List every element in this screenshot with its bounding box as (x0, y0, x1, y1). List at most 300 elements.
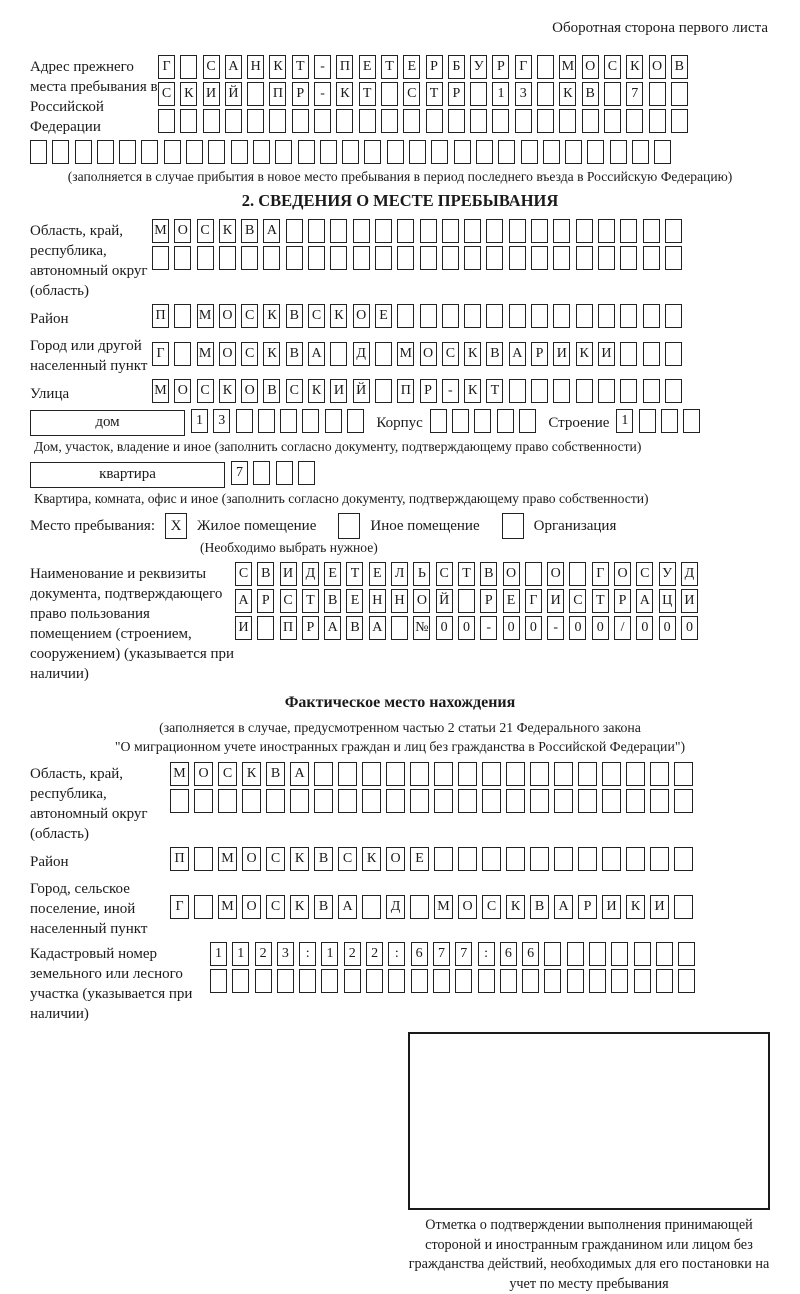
char-cell[interactable] (411, 969, 428, 993)
char-cell[interactable]: С (442, 342, 459, 366)
char-cell[interactable]: Й (353, 379, 370, 403)
char-cell[interactable]: О (503, 562, 520, 586)
char-cell[interactable] (308, 219, 325, 243)
char-cell[interactable]: К (219, 379, 236, 403)
char-cell[interactable]: Т (346, 562, 363, 586)
char-cell[interactable] (650, 789, 669, 813)
char-cell[interactable] (544, 942, 561, 966)
char-cell[interactable]: С (436, 562, 453, 586)
char-cell[interactable] (509, 304, 526, 328)
char-cell[interactable] (470, 109, 487, 133)
char-cell[interactable]: М (218, 847, 237, 871)
char-cell[interactable]: И (280, 562, 297, 586)
char-cell[interactable] (620, 342, 637, 366)
char-cell[interactable]: И (602, 895, 621, 919)
char-cell[interactable]: М (197, 304, 214, 328)
char-cell[interactable]: А (324, 616, 341, 640)
char-cell[interactable] (362, 895, 381, 919)
char-cell[interactable] (219, 246, 236, 270)
char-cell[interactable]: К (464, 342, 481, 366)
char-cell[interactable] (458, 847, 477, 871)
char-cell[interactable]: В (266, 762, 285, 786)
char-cell[interactable] (164, 140, 181, 164)
char-cell[interactable] (611, 969, 628, 993)
char-cell[interactable] (366, 969, 383, 993)
char-cell[interactable] (314, 109, 331, 133)
char-cell[interactable] (486, 304, 503, 328)
char-cell[interactable] (174, 342, 191, 366)
char-cell[interactable]: Т (381, 55, 398, 79)
char-cell[interactable] (194, 789, 213, 813)
char-cell[interactable]: - (442, 379, 459, 403)
char-cell[interactable]: Е (359, 55, 376, 79)
char-cell[interactable] (578, 789, 597, 813)
char-cell[interactable] (610, 140, 627, 164)
char-cell[interactable] (231, 140, 248, 164)
char-cell[interactable] (263, 246, 280, 270)
char-cell[interactable]: С (482, 895, 501, 919)
char-cell[interactable] (330, 219, 347, 243)
char-cell[interactable]: К (263, 304, 280, 328)
char-cell[interactable] (286, 219, 303, 243)
char-cell[interactable]: Б (448, 55, 465, 79)
char-cell[interactable]: К (362, 847, 381, 871)
char-cell[interactable] (674, 789, 693, 813)
char-cell[interactable]: В (324, 589, 341, 613)
char-cell[interactable] (643, 219, 660, 243)
char-cell[interactable]: 0 (503, 616, 520, 640)
char-cell[interactable]: Г (525, 589, 542, 613)
char-cell[interactable]: В (346, 616, 363, 640)
char-cell[interactable] (537, 82, 554, 106)
char-cell[interactable]: 0 (569, 616, 586, 640)
char-cell[interactable] (30, 140, 47, 164)
char-cell[interactable]: Д (302, 562, 319, 586)
char-cell[interactable] (530, 847, 549, 871)
char-cell[interactable]: 6 (500, 942, 517, 966)
checkbox-organizatsiya[interactable] (502, 513, 524, 539)
char-cell[interactable]: Н (369, 589, 386, 613)
char-cell[interactable] (598, 246, 615, 270)
char-cell[interactable]: И (553, 342, 570, 366)
char-cell[interactable]: О (420, 342, 437, 366)
char-cell[interactable] (620, 379, 637, 403)
char-cell[interactable]: В (530, 895, 549, 919)
char-cell[interactable]: С (266, 847, 285, 871)
char-cell[interactable]: А (338, 895, 357, 919)
char-cell[interactable] (255, 969, 272, 993)
char-cell[interactable]: П (269, 82, 286, 106)
char-cell[interactable] (656, 942, 673, 966)
char-cell[interactable]: У (470, 55, 487, 79)
char-cell[interactable] (634, 942, 651, 966)
char-cell[interactable] (470, 82, 487, 106)
char-cell[interactable] (410, 895, 429, 919)
char-cell[interactable] (194, 895, 213, 919)
char-cell[interactable] (602, 847, 621, 871)
char-cell[interactable]: О (241, 379, 258, 403)
char-cell[interactable]: О (242, 847, 261, 871)
char-cell[interactable]: К (330, 304, 347, 328)
char-cell[interactable]: Т (592, 589, 609, 613)
char-cell[interactable]: Д (353, 342, 370, 366)
char-cell[interactable]: 2 (344, 942, 361, 966)
char-cell[interactable] (553, 219, 570, 243)
char-cell[interactable] (620, 219, 637, 243)
char-cell[interactable] (431, 140, 448, 164)
char-cell[interactable]: А (263, 219, 280, 243)
char-cell[interactable] (643, 246, 660, 270)
char-cell[interactable] (531, 219, 548, 243)
char-cell[interactable]: - (314, 82, 331, 106)
char-cell[interactable] (397, 246, 414, 270)
char-cell[interactable] (506, 762, 525, 786)
char-cell[interactable]: Т (486, 379, 503, 403)
char-cell[interactable] (362, 762, 381, 786)
char-cell[interactable] (678, 969, 695, 993)
char-cell[interactable]: 1 (616, 409, 633, 433)
char-cell[interactable]: И (235, 616, 252, 640)
char-cell[interactable] (576, 246, 593, 270)
char-cell[interactable]: Р (531, 342, 548, 366)
char-cell[interactable] (474, 409, 491, 433)
char-cell[interactable] (554, 789, 573, 813)
char-cell[interactable] (208, 140, 225, 164)
char-cell[interactable]: Р (480, 589, 497, 613)
char-cell[interactable]: К (626, 895, 645, 919)
char-cell[interactable] (569, 562, 586, 586)
char-cell[interactable] (650, 762, 669, 786)
char-cell[interactable]: Й (225, 82, 242, 106)
char-cell[interactable]: Д (681, 562, 698, 586)
char-cell[interactable]: 7 (433, 942, 450, 966)
char-cell[interactable]: 0 (636, 616, 653, 640)
char-cell[interactable] (97, 140, 114, 164)
char-cell[interactable] (649, 82, 666, 106)
char-cell[interactable]: М (152, 379, 169, 403)
char-cell[interactable] (654, 140, 671, 164)
char-cell[interactable] (180, 109, 197, 133)
char-cell[interactable]: О (194, 762, 213, 786)
char-cell[interactable] (506, 847, 525, 871)
char-cell[interactable] (119, 140, 136, 164)
char-cell[interactable] (266, 789, 285, 813)
char-cell[interactable] (52, 140, 69, 164)
char-cell[interactable] (543, 140, 560, 164)
char-cell[interactable] (530, 762, 549, 786)
char-cell[interactable]: 0 (681, 616, 698, 640)
char-cell[interactable] (604, 109, 621, 133)
char-cell[interactable] (342, 140, 359, 164)
char-cell[interactable] (430, 409, 447, 433)
char-cell[interactable] (302, 409, 319, 433)
char-cell[interactable]: 3 (515, 82, 532, 106)
char-cell[interactable] (620, 304, 637, 328)
char-cell[interactable]: - (547, 616, 564, 640)
char-cell[interactable] (197, 246, 214, 270)
char-cell[interactable] (544, 969, 561, 993)
char-cell[interactable] (420, 246, 437, 270)
char-cell[interactable] (286, 246, 303, 270)
char-cell[interactable]: И (681, 589, 698, 613)
char-cell[interactable]: С (235, 562, 252, 586)
char-cell[interactable] (683, 409, 700, 433)
char-cell[interactable]: О (174, 219, 191, 243)
char-cell[interactable]: А (225, 55, 242, 79)
char-cell[interactable] (386, 789, 405, 813)
char-cell[interactable]: В (671, 55, 688, 79)
char-cell[interactable] (521, 140, 538, 164)
char-cell[interactable]: К (290, 895, 309, 919)
char-cell[interactable] (576, 219, 593, 243)
char-cell[interactable] (321, 969, 338, 993)
char-cell[interactable]: О (547, 562, 564, 586)
char-cell[interactable] (359, 109, 376, 133)
char-cell[interactable]: : (478, 942, 495, 966)
char-cell[interactable]: И (547, 589, 564, 613)
char-cell[interactable] (403, 109, 420, 133)
char-cell[interactable]: К (269, 55, 286, 79)
char-cell[interactable] (330, 246, 347, 270)
char-cell[interactable] (464, 246, 481, 270)
char-cell[interactable] (158, 109, 175, 133)
char-cell[interactable] (433, 969, 450, 993)
char-cell[interactable] (426, 109, 443, 133)
char-cell[interactable]: П (170, 847, 189, 871)
char-cell[interactable] (242, 789, 261, 813)
char-cell[interactable] (388, 969, 405, 993)
char-cell[interactable] (420, 219, 437, 243)
char-cell[interactable] (661, 409, 678, 433)
char-cell[interactable] (364, 140, 381, 164)
char-cell[interactable]: Ь (413, 562, 430, 586)
char-cell[interactable] (626, 789, 645, 813)
char-cell[interactable] (674, 895, 693, 919)
char-cell[interactable] (482, 789, 501, 813)
char-cell[interactable]: К (576, 342, 593, 366)
char-cell[interactable]: И (598, 342, 615, 366)
char-cell[interactable] (344, 969, 361, 993)
char-cell[interactable]: В (286, 342, 303, 366)
char-cell[interactable]: С (203, 55, 220, 79)
char-cell[interactable] (353, 219, 370, 243)
char-cell[interactable] (253, 140, 270, 164)
char-cell[interactable]: 6 (522, 942, 539, 966)
char-cell[interactable] (292, 109, 309, 133)
char-cell[interactable] (530, 789, 549, 813)
char-cell[interactable]: С (197, 379, 214, 403)
char-cell[interactable] (442, 246, 459, 270)
char-cell[interactable]: В (286, 304, 303, 328)
char-cell[interactable] (611, 942, 628, 966)
char-cell[interactable]: О (386, 847, 405, 871)
char-cell[interactable] (632, 140, 649, 164)
char-cell[interactable] (330, 342, 347, 366)
char-cell[interactable]: К (626, 55, 643, 79)
char-cell[interactable]: О (219, 342, 236, 366)
char-cell[interactable] (649, 109, 666, 133)
char-cell[interactable] (553, 304, 570, 328)
char-cell[interactable]: № (413, 616, 430, 640)
char-cell[interactable] (275, 140, 292, 164)
char-cell[interactable]: А (235, 589, 252, 613)
char-cell[interactable]: - (480, 616, 497, 640)
char-cell[interactable] (553, 246, 570, 270)
char-cell[interactable] (434, 762, 453, 786)
char-cell[interactable]: И (650, 895, 669, 919)
char-cell[interactable] (578, 847, 597, 871)
char-cell[interactable]: Т (292, 55, 309, 79)
char-cell[interactable]: Й (436, 589, 453, 613)
char-cell[interactable]: П (280, 616, 297, 640)
char-cell[interactable]: 7 (455, 942, 472, 966)
char-cell[interactable] (626, 762, 645, 786)
char-cell[interactable]: С (197, 219, 214, 243)
char-cell[interactable] (486, 246, 503, 270)
char-cell[interactable] (458, 789, 477, 813)
char-cell[interactable]: С (338, 847, 357, 871)
char-cell[interactable] (665, 219, 682, 243)
char-cell[interactable] (180, 55, 197, 79)
char-cell[interactable] (537, 55, 554, 79)
char-cell[interactable] (247, 109, 264, 133)
char-cell[interactable] (232, 969, 249, 993)
char-cell[interactable]: 1 (210, 942, 227, 966)
char-cell[interactable]: Д (386, 895, 405, 919)
char-cell[interactable] (458, 589, 475, 613)
char-cell[interactable]: И (330, 379, 347, 403)
char-cell[interactable] (174, 246, 191, 270)
char-cell[interactable] (314, 762, 333, 786)
char-cell[interactable] (442, 219, 459, 243)
char-cell[interactable] (152, 246, 169, 270)
char-cell[interactable] (598, 304, 615, 328)
char-cell[interactable] (347, 409, 364, 433)
char-cell[interactable] (589, 969, 606, 993)
char-cell[interactable] (299, 969, 316, 993)
char-cell[interactable]: Г (152, 342, 169, 366)
char-cell[interactable] (678, 942, 695, 966)
char-cell[interactable] (442, 304, 459, 328)
char-cell[interactable]: С (403, 82, 420, 106)
char-cell[interactable]: В (486, 342, 503, 366)
char-cell[interactable]: 1 (191, 409, 208, 433)
char-cell[interactable] (280, 409, 297, 433)
char-cell[interactable]: 1 (321, 942, 338, 966)
char-cell[interactable]: П (152, 304, 169, 328)
char-cell[interactable]: А (308, 342, 325, 366)
char-cell[interactable] (409, 140, 426, 164)
char-cell[interactable] (553, 379, 570, 403)
char-cell[interactable] (225, 109, 242, 133)
char-cell[interactable] (298, 461, 315, 485)
char-cell[interactable] (665, 304, 682, 328)
char-cell[interactable] (257, 616, 274, 640)
char-cell[interactable] (277, 969, 294, 993)
char-cell[interactable] (665, 246, 682, 270)
char-cell[interactable]: О (458, 895, 477, 919)
char-cell[interactable]: К (336, 82, 353, 106)
char-cell[interactable] (375, 246, 392, 270)
char-cell[interactable] (381, 109, 398, 133)
char-cell[interactable] (620, 246, 637, 270)
char-cell[interactable]: К (308, 379, 325, 403)
char-cell[interactable]: Е (403, 55, 420, 79)
char-cell[interactable] (476, 140, 493, 164)
char-cell[interactable] (482, 762, 501, 786)
char-cell[interactable]: Г (592, 562, 609, 586)
char-cell[interactable]: 0 (436, 616, 453, 640)
char-cell[interactable] (643, 304, 660, 328)
char-cell[interactable]: К (242, 762, 261, 786)
char-cell[interactable] (452, 409, 469, 433)
char-cell[interactable] (486, 219, 503, 243)
char-cell[interactable]: Р (302, 616, 319, 640)
char-cell[interactable] (258, 409, 275, 433)
char-cell[interactable] (458, 762, 477, 786)
char-cell[interactable]: К (290, 847, 309, 871)
char-cell[interactable] (391, 616, 408, 640)
char-cell[interactable]: В (314, 847, 333, 871)
char-cell[interactable] (626, 847, 645, 871)
char-cell[interactable] (598, 379, 615, 403)
char-cell[interactable]: Р (420, 379, 437, 403)
char-cell[interactable]: О (242, 895, 261, 919)
char-cell[interactable]: М (397, 342, 414, 366)
char-cell[interactable] (290, 789, 309, 813)
char-cell[interactable]: В (257, 562, 274, 586)
char-cell[interactable] (674, 847, 693, 871)
char-cell[interactable] (314, 789, 333, 813)
char-cell[interactable]: Е (324, 562, 341, 586)
char-cell[interactable]: С (158, 82, 175, 106)
char-cell[interactable]: О (413, 589, 430, 613)
char-cell[interactable]: : (299, 942, 316, 966)
char-cell[interactable]: Т (458, 562, 475, 586)
char-cell[interactable] (626, 109, 643, 133)
char-cell[interactable] (420, 304, 437, 328)
char-cell[interactable]: Н (391, 589, 408, 613)
char-cell[interactable] (141, 140, 158, 164)
char-cell[interactable]: Р (448, 82, 465, 106)
char-cell[interactable]: Р (292, 82, 309, 106)
char-cell[interactable] (656, 969, 673, 993)
char-cell[interactable]: Г (515, 55, 532, 79)
char-cell[interactable]: У (659, 562, 676, 586)
char-cell[interactable] (338, 762, 357, 786)
char-cell[interactable] (203, 109, 220, 133)
char-cell[interactable]: Ц (659, 589, 676, 613)
char-cell[interactable]: Т (359, 82, 376, 106)
char-cell[interactable] (434, 789, 453, 813)
char-cell[interactable] (509, 246, 526, 270)
char-cell[interactable] (186, 140, 203, 164)
char-cell[interactable]: С (241, 304, 258, 328)
char-cell[interactable] (410, 762, 429, 786)
char-cell[interactable]: С (604, 55, 621, 79)
char-cell[interactable]: А (554, 895, 573, 919)
char-cell[interactable] (170, 789, 189, 813)
char-cell[interactable] (531, 246, 548, 270)
char-cell[interactable]: 0 (525, 616, 542, 640)
char-cell[interactable] (236, 409, 253, 433)
char-cell[interactable]: 0 (592, 616, 609, 640)
char-cell[interactable]: Е (369, 562, 386, 586)
char-cell[interactable] (565, 140, 582, 164)
char-cell[interactable] (276, 461, 293, 485)
char-cell[interactable] (576, 379, 593, 403)
char-cell[interactable] (567, 942, 584, 966)
